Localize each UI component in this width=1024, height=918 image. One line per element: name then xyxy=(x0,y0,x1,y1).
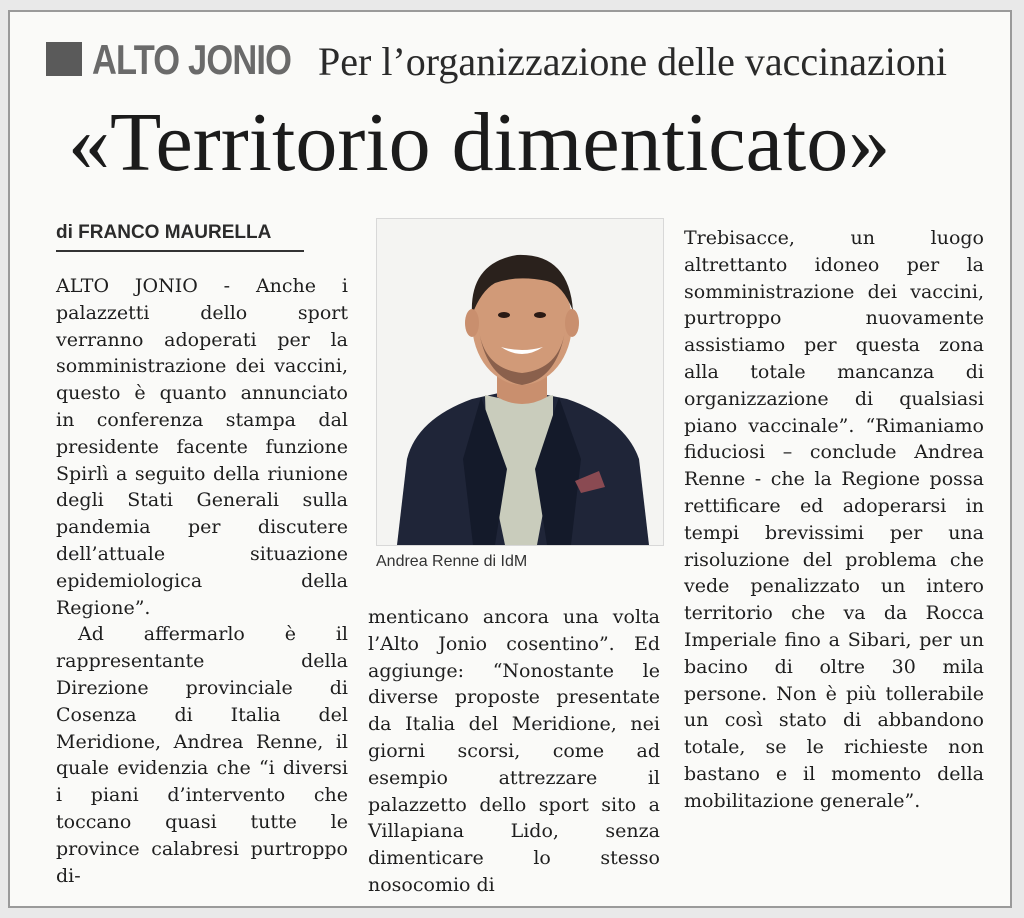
paragraph-1: ALTO JONIO - Anche i palazzetti dello sport verranno adoperati per la somministrazione dei vaccini, questo è quanto annunciato in conferenza stampa dal presidente facente funzione Spirlì a seguito della riunione degli Stati Generali sulla pandemia per discutere dell’attuale situazione epidemiologica della Regione”. xyxy=(56,275,348,619)
square-marker-icon xyxy=(46,42,82,76)
kicker-row xyxy=(46,32,1006,86)
article-column-2 xyxy=(368,604,660,899)
article-column-1 xyxy=(56,273,348,889)
portrait-illustration xyxy=(377,219,663,545)
headline: «Territorio dimenticato» xyxy=(68,96,891,189)
photo-caption: Andrea Renne di IdM xyxy=(376,553,528,570)
paragraph-2: Ad affermarlo è il rappresentante della Direzione provinciale di Cosenza di Italia del Meridione, Andrea Renne, il quale evidenzia che “i diversi i piani d’intervento che toccano quasi tutte le province calabresi purtroppo di- xyxy=(56,623,348,887)
paragraph-4: Trebisacce, un luogo altrettanto idoneo per la somministrazione dei vaccini, purtroppo nuovamente assistiamo per questa zona alla totale mancanza di organizzazione di qualsiasi piano vaccinale”. “Rimaniamo fiduciosi – conclude Andrea Renne - che la Regione possa rettificare ed adoperarsi in tempi brevissimi per una risoluzione del problema che vede penalizzato un intero territorio che va da Rocca Imperiale fino a Sibari, per un bacino di oltre 30 mila persone. Non è più tollerabile un così stato di abbandono totale, se le richieste non bastano e il momento della mobilitazione generale”. xyxy=(684,227,984,812)
kicker-subtitle: Per l’organizzazione delle vaccinazioni xyxy=(318,39,947,84)
section-tag: ALTO JONIO xyxy=(92,36,292,83)
article-column-3 xyxy=(684,225,984,815)
byline-prefix: di xyxy=(56,222,73,243)
newspaper-clipping xyxy=(8,10,1012,908)
byline xyxy=(56,222,304,252)
paragraph-3: menticano ancora una volta l’Alto Jonio cosentino”. Ed aggiunge: “Nonostante le diverse proposte presentate da Italia del Meridione, nei giorni scorsi, come ad esempio attrezzare il palazzetto dello sport sito a Villapiana Lido, senza dimenticare lo stesso nosocomio di xyxy=(368,606,660,896)
byline-author: FRANCO MAURELLA xyxy=(78,222,272,243)
portrait-photo xyxy=(376,218,664,546)
